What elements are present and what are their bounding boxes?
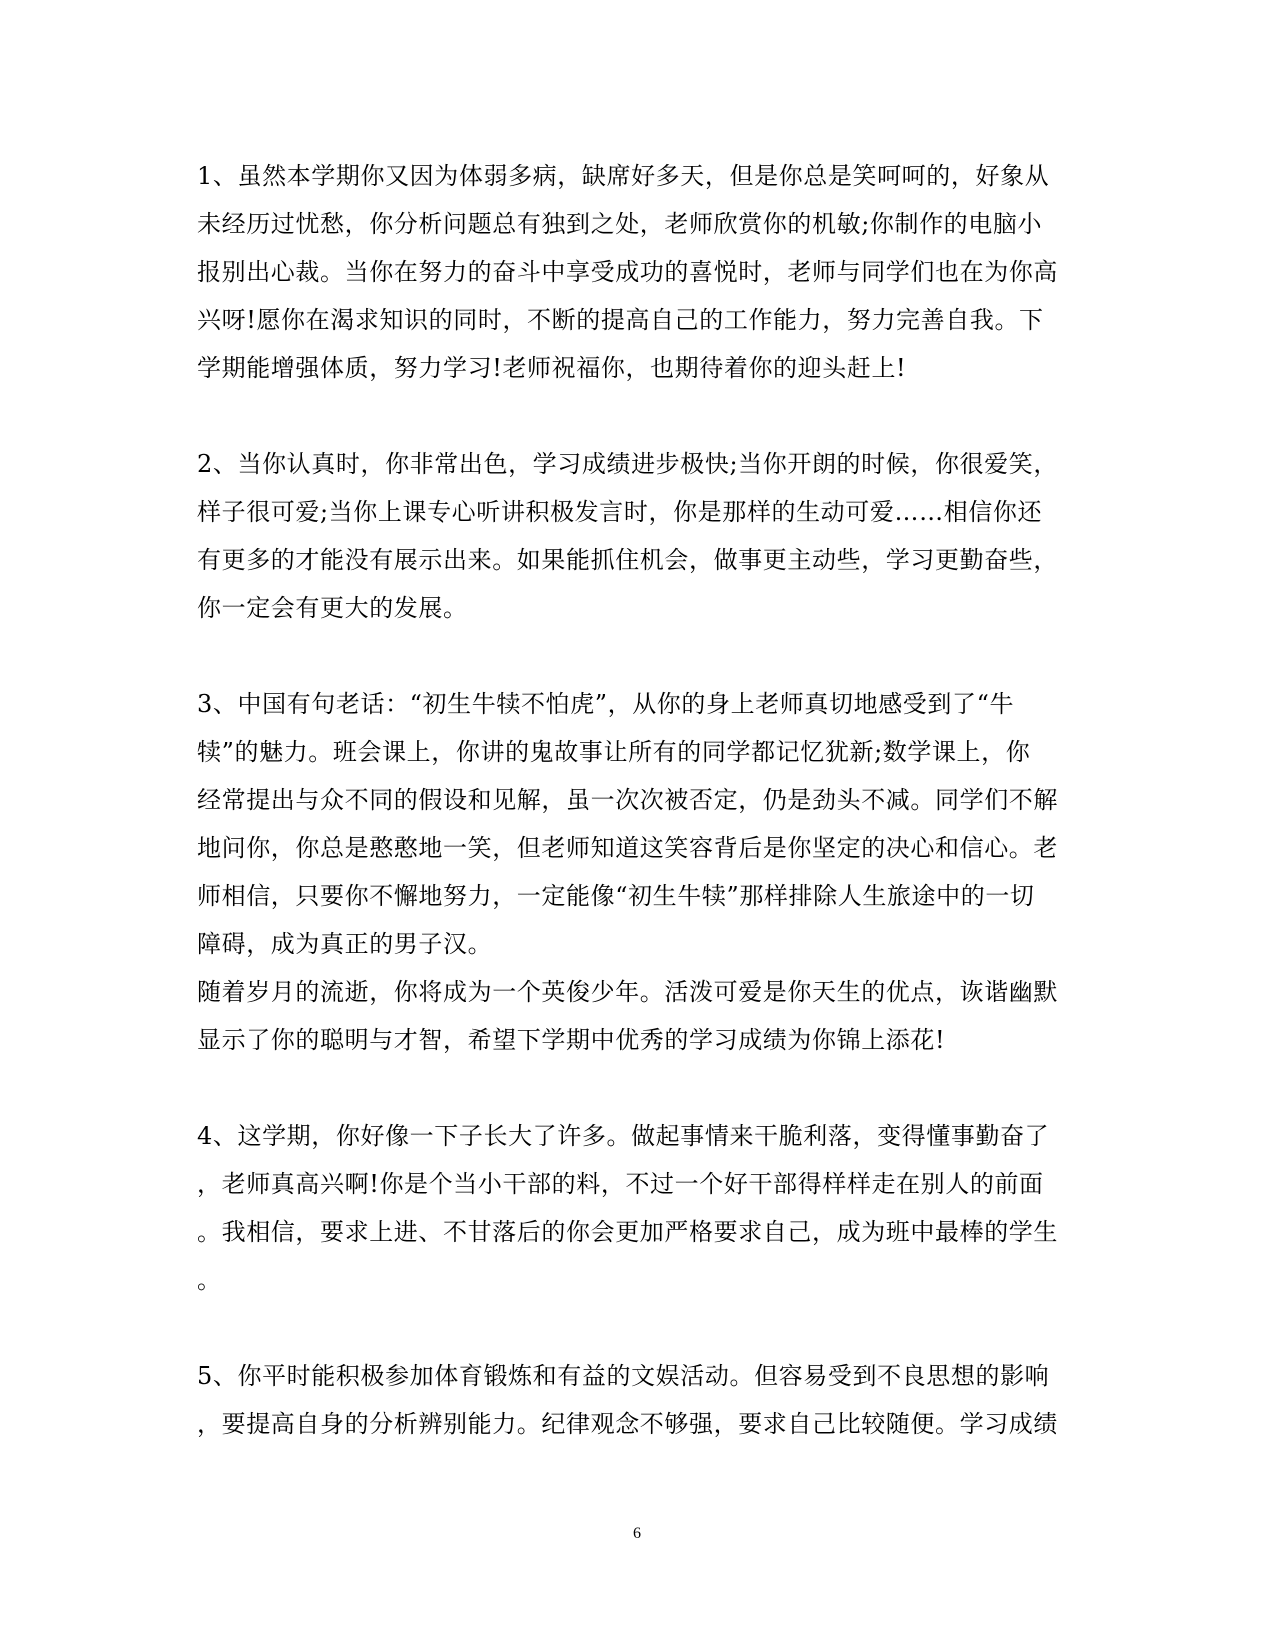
paragraph-3	[197, 680, 1077, 1064]
text-line: 学期能增强体质，努力学习!老师祝福你，也期待着你的迎头赶上!	[197, 354, 907, 382]
text-line: 报别出心裁。当你在努力的奋斗中享受成功的喜悦时，老师与同学们也在为你高	[197, 258, 1058, 286]
text-line: ，老师真高兴啊!你是个当小干部的料，不过一个好干部得样样走在别人的前面	[197, 1170, 1044, 1198]
text-line: 2、当你认真时，你非常出色，学习成绩进步极快;当你开朗的时候，你很爱笑，	[197, 450, 1058, 478]
document-body	[197, 152, 1077, 1448]
page-number: 6	[633, 1525, 641, 1542]
text-line: 未经历过忧愁，你分析问题总有独到之处，老师欣赏你的机敏;你制作的电脑小	[197, 210, 1043, 238]
text-line: 。	[197, 1266, 222, 1294]
text-line: 你一定会有更大的发展。	[197, 594, 468, 622]
text-line: 3、中国有句老话：“初生牛犊不怕虎”，从你的身上老师真切地感受到了“牛	[197, 690, 1015, 718]
text-line: ，要提高自身的分析辨别能力。纪律观念不够强，要求自己比较随便。学习成绩	[197, 1410, 1058, 1438]
text-line: 。我相信，要求上进、不甘落后的你会更加严格要求自己，成为班中最棒的学生	[197, 1218, 1058, 1246]
paragraph-gap	[197, 1304, 1077, 1352]
text-line: 师相信，只要你不懈地努力，一定能像“初生牛犊”那样排除人生旅途中的一切	[197, 882, 1035, 910]
text-line: 1、虽然本学期你又因为体弱多病，缺席好多天，但是你总是笑呵呵的，好象从	[197, 162, 1050, 190]
paragraph-gap	[197, 392, 1077, 440]
text-line: 4、这学期，你好像一下子长大了许多。做起事情来干脆利落，变得懂事勤奋了	[197, 1122, 1050, 1150]
text-line: 随着岁月的流逝，你将成为一个英俊少年。活泼可爱是你天生的优点，诙谐幽默	[197, 978, 1058, 1006]
text-line: 有更多的才能没有展示出来。如果能抓住机会，做事更主动些，学习更勤奋些，	[197, 546, 1058, 574]
text-line: 样子很可爱;当你上课专心听讲积极发言时，你是那样的生动可爱……相信你还	[197, 498, 1043, 526]
text-line: 经常提出与众不同的假设和见解，虽一次次被否定，仍是劲头不减。同学们不解	[197, 786, 1058, 814]
text-line: 显示了你的聪明与才智，希望下学期中优秀的学习成绩为你锦上添花!	[197, 1026, 946, 1054]
text-line: 犊”的魅力。班会课上，你讲的鬼故事让所有的同学都记忆犹新;数学课上，你	[197, 738, 1031, 766]
text-line: 地问你，你总是憨憨地一笑，但老师知道这笑容背后是你坚定的决心和信心。老	[197, 834, 1058, 862]
paragraph-2	[197, 440, 1077, 632]
text-line: 5、你平时能积极参加体育锻炼和有益的文娱活动。但容易受到不良思想的影响	[197, 1362, 1050, 1390]
paragraph-1	[197, 152, 1077, 392]
paragraph-gap	[197, 1064, 1077, 1112]
text-line: 障碍，成为真正的男子汉。	[197, 930, 493, 958]
text-line: 兴呀!愿你在渴求知识的同时，不断的提高自己的工作能力，努力完善自我。下	[197, 306, 1044, 334]
paragraph-4	[197, 1112, 1077, 1304]
paragraph-5	[197, 1352, 1077, 1448]
paragraph-gap	[197, 632, 1077, 680]
